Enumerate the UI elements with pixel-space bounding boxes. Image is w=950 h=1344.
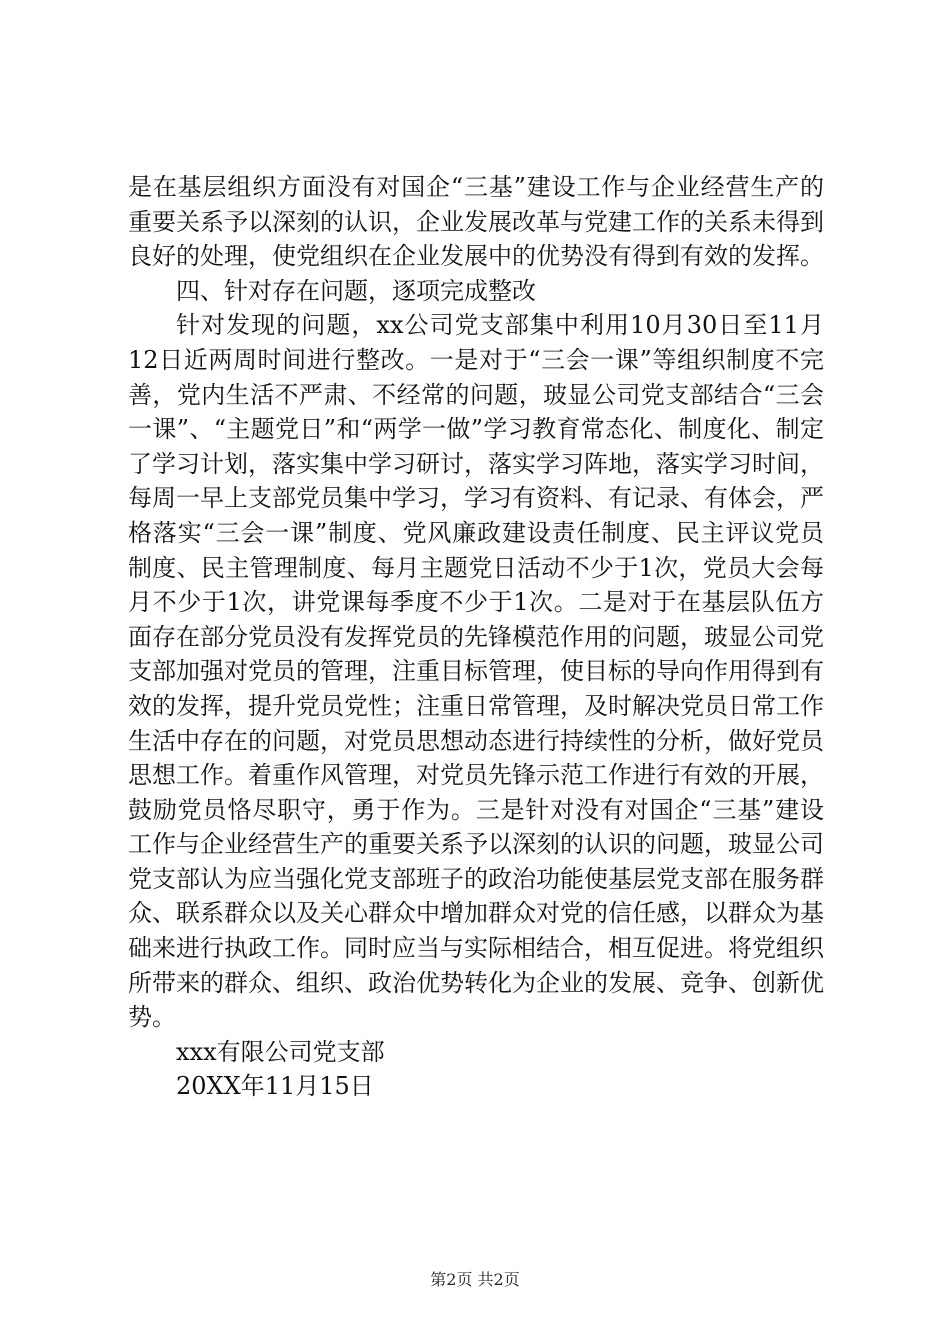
- signature-date: 20XX年11月15日: [176, 1072, 374, 1101]
- section-heading: 四、针对存在问题，逐项完成整改: [176, 276, 536, 305]
- paragraph-continuation: 是在基层组织方面没有对国企“三基”建设工作与企业经营生产的重要关系予以深刻的认识，企业发展改革与党建工作的关系未得到良好的处理，使党组织在企业发展中的优势没有得到有效的发挥。: [128, 173, 824, 271]
- document-body: [128, 170, 824, 1104]
- signature-organization: xxx有限公司党支部: [176, 1037, 385, 1066]
- page-footer: 第2页 共2页: [430, 1270, 520, 1289]
- paragraph-rectification: 针对发现的问题，xx公司党支部集中利用10月30日至11月12日近两周时间进行整改。一是对于“三会一课”等组织制度不完善，党内生活不严肃、不经常的问题，玻显公司党支部结合“三会一课”、“主题党日”和“两学一做”学习教育常态化、制度化、制定了学习计划，落实集中学习研讨，落实学习阵地，落实学习时间，每周一早上支部党员集中学习，学习有资料、有记录、有体会，严格落实“三会一课”制度、党风廉政建设责任制度、民主评议党员制度、民主管理制度、每月主题党日活动不少于1次，党员大会每月不少于1次，讲党课每季度不少于1次。二是对于在基层队伍方面存在部分党员没有发挥党员的先锋模范作用的问题，玻显公司党支部加强对党员的管理，注重目标管理，使目标的导向作用得到有效的发挥，提升党员党性；注重日常管理，及时解决党员日常工作生活中存在的问题，对党员思想动态进行持续性的分析，做好党员思想工作。着重作风管理，对党员先锋示范工作进行有效的开展，鼓励党员恪尽职守，勇于作为。三是针对没有对国企“三基”建设工作与企业经营生产的重要关系予以深刻的认识的问题，玻显公司党支部认为应当强化党支部班子的政治功能使基层党支部在服务群众、联系群众以及关心群众中增加群众对党的信任感，以群众为基础来进行执政工作。同时应当与实际相结合，相互促进。将党组织所带来的群众、组织、政治优势转化为企业的发展、竞争、创新优势。: [128, 311, 824, 1032]
